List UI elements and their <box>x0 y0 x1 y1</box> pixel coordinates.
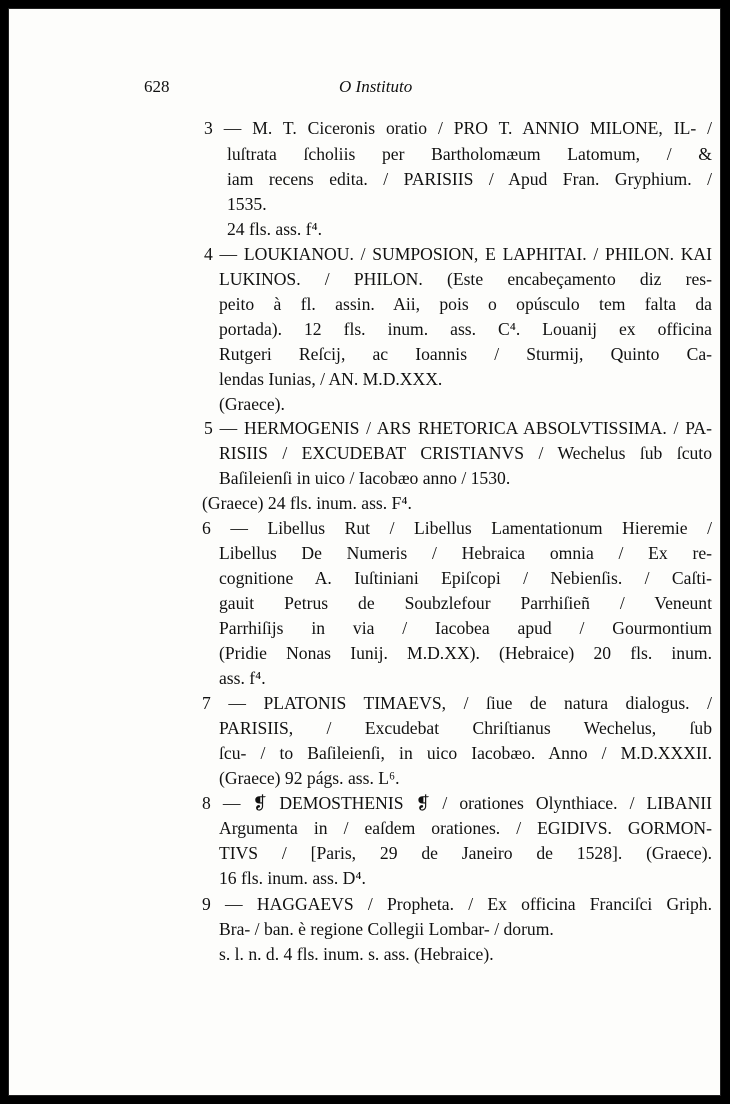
entry-line: 7 — PLATONIS TIMAEVS, / ſiue de natura dialogus. / <box>202 693 712 713</box>
page-number: 628 <box>144 77 170 96</box>
entry-line: s. l. n. d. 4 fls. inum. s. ass. (Hebraice). <box>219 944 494 964</box>
entry-line: iam recens edita. / PARISIIS / Apud Fran. Gryphium. / <box>227 169 712 189</box>
entry-line: Libellus De Numeris / Hebraica omnia / Ex re- <box>219 543 712 563</box>
entry-line: TIVS / [Paris, 29 de Janeiro de 1528]. (Graece). <box>219 843 712 863</box>
entry-line: gauit Petrus de Soubzlefour Parrhiſieñ / Veneunt <box>219 593 712 613</box>
entry-line: 24 fls. ass. f⁴. <box>227 219 323 239</box>
book-page <box>8 8 721 1096</box>
entry-line: 1535. <box>227 194 267 214</box>
entry-line: LUKINOS. / PHILON. (Este encabeçamento diz res- <box>219 269 712 289</box>
entry-line: Argumenta in / eaſdem orationes. / EGIDIVS. GORMON- <box>219 818 712 838</box>
entry-line: lendas Iunias, / AN. M.D.XXX. <box>219 369 443 389</box>
entry-line: Rutgeri Reſcij, ac Ioannis / Sturmij, Quinto Ca- <box>219 344 712 364</box>
entry-line: (Graece) 92 págs. ass. L⁶. <box>219 768 400 788</box>
entry-line: Bra- / ban. è regione Collegii Lombar- / dorum. <box>219 919 554 939</box>
entry-line: (Graece). <box>219 394 285 414</box>
entry-line: RISIIS / EXCUDEBAT CRISTIANVS / Wechelus ſub ſcuto <box>219 443 712 463</box>
entry-line: ſcu- / to Baſileienſi, in uico Iacobæo. Anno / M.D.XXXII. <box>219 743 712 763</box>
entry-line: 16 fls. inum. ass. D⁴. <box>219 868 366 888</box>
entry-line: luſtrata ſcholiis per Bartholomæum Latomum, / & <box>227 144 712 164</box>
entry-line: Baſileienſi in uico / Iacobæo anno / 1530. <box>219 468 511 488</box>
entry-line: ass. f⁴. <box>219 668 266 688</box>
entry-line: (Pridie Nonas Iunij. M.D.XX). (Hebraice) 20 fls. inum. <box>219 643 712 663</box>
entry-line: cognitione A. Iuſtiniani Epiſcopi / Nebienſis. / Caſti- <box>219 568 712 588</box>
entry-line: 9 — HAGGAEVS / Propheta. / Ex officina Franciſci Griph. <box>202 894 712 914</box>
entry-line: (Graece) 24 fls. inum. ass. F⁴. <box>202 493 412 513</box>
entry-line: 3 — M. T. Ciceronis oratio / PRO T. ANNIO MILONE, IL- / <box>204 118 712 138</box>
running-title: O Instituto <box>339 77 413 96</box>
entry-line: Parrhiſijs in via / Iacobea apud / Gourmontium <box>219 618 712 638</box>
entry-line: 5 — HERMOGENIS / ARS RHETORICA ABSOLVTISSIMA. / PA- <box>204 418 712 438</box>
entry-line: 4 — LOUKIANOU. / SUMPOSION, E LAPHITAI. / PHILON. KAI <box>204 244 712 264</box>
entry-line: PARISIIS, / Excudebat Chriſtianus Wechelus, ſub <box>219 718 712 738</box>
entry-line: portada). 12 fls. inum. ass. C⁴. Louanij ex officina <box>219 319 712 339</box>
entry-line: peito à fl. assin. Aii, pois o opúsculo tem falta da <box>219 294 712 314</box>
catalogue-entries <box>9 9 720 1095</box>
entry-line: 6 — Libellus Rut / Libellus Lamentationum Hieremie / <box>202 518 712 538</box>
entry-line: 8 — ❡ DEMOSTHENIS ❡ / orationes Olynthiace. / LIBANII <box>202 793 712 813</box>
